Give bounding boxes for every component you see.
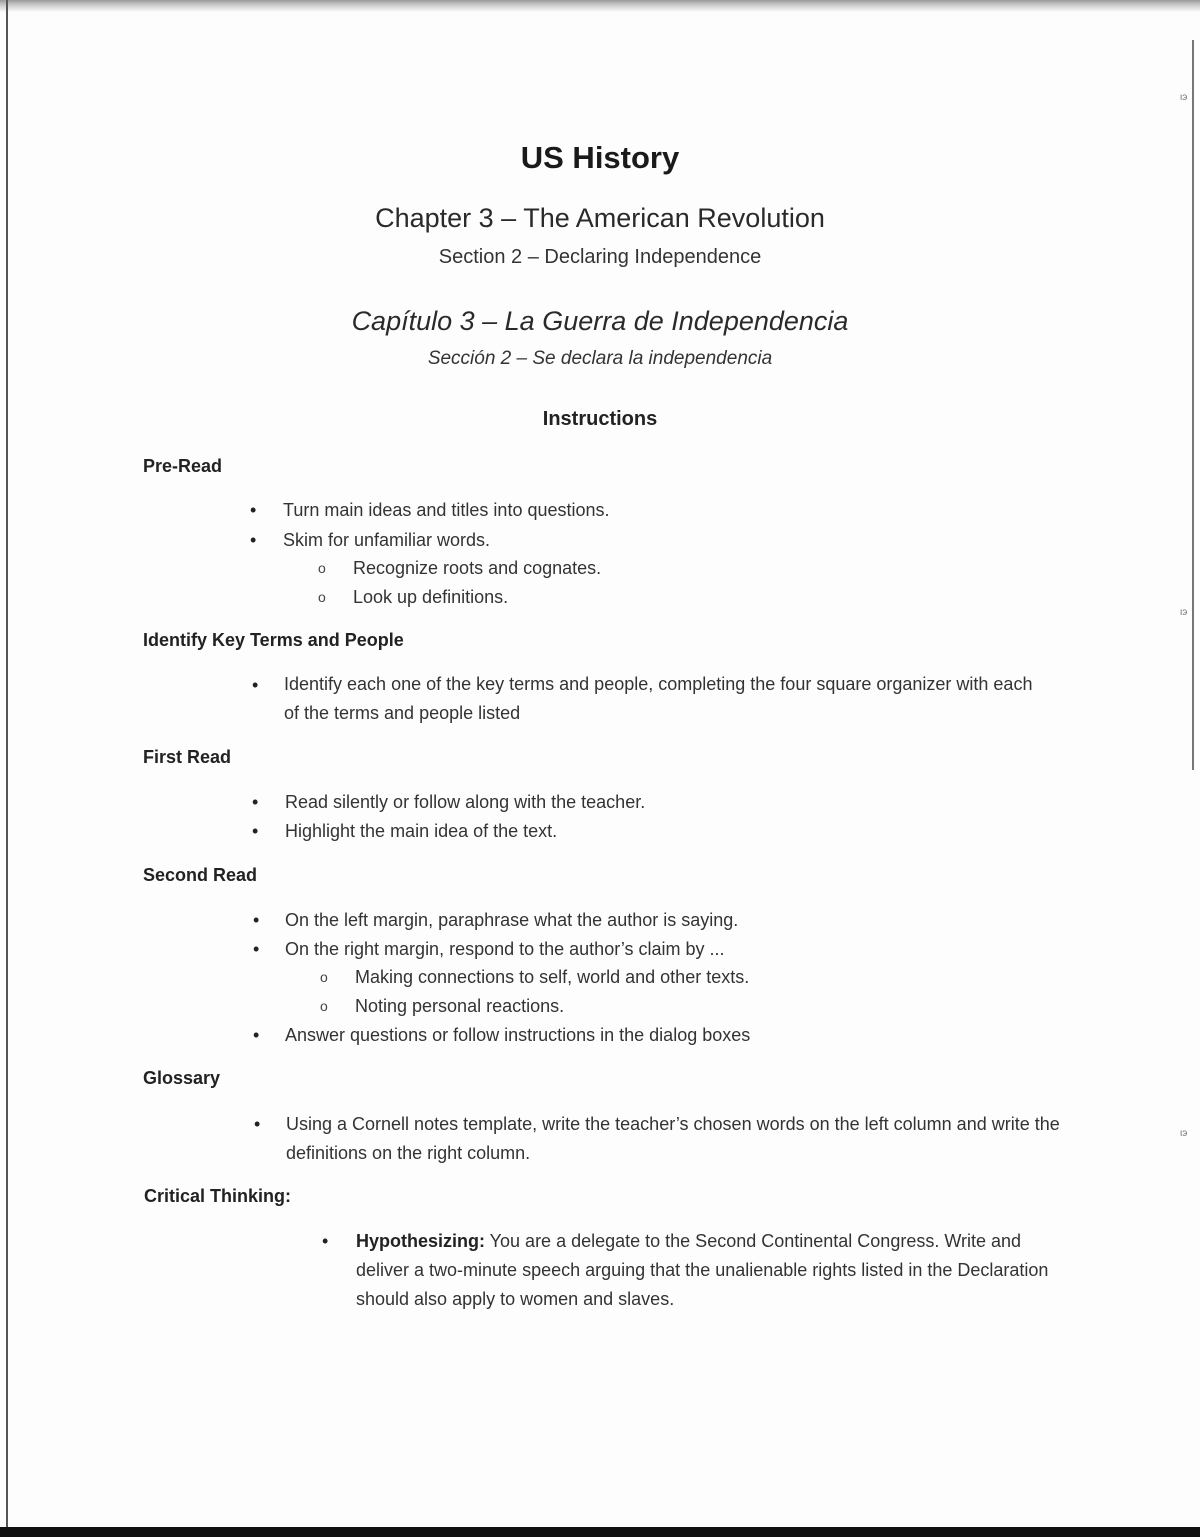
sub-bullet-icon: o <box>318 589 326 605</box>
sub-list-item: Making connections to self, world and other texts. <box>355 967 750 987</box>
bullet-icon: • <box>322 1231 329 1251</box>
list-item: Using a Cornell notes template, write the teacher’s chosen words on the left column and write the definitions on the right column. <box>286 1114 1060 1163</box>
sub-list-item: Recognize roots and cognates. <box>353 558 602 578</box>
bullet-icon: • <box>253 910 260 930</box>
list-item: Read silently or follow along with the teacher. <box>285 792 646 812</box>
list-item: On the right margin, respond to the author’s claim by ... <box>285 939 725 959</box>
scan-edge-bottom <box>0 1527 1200 1537</box>
bullet-icon: • <box>254 1114 261 1134</box>
sub-bullet-icon: o <box>318 560 326 576</box>
scan-shadow-top <box>0 0 1200 12</box>
sub-bullet-icon: o <box>320 998 328 1014</box>
sub-list-item: Noting personal reactions. <box>355 996 565 1016</box>
pre-read-heading: Pre-Read <box>143 456 223 476</box>
list-item: Answer questions or follow instructions in the dialog boxes <box>285 1025 751 1045</box>
list-item: Turn main ideas and titles into questions. <box>283 500 610 520</box>
bullet-icon: • <box>252 792 259 812</box>
key-terms-heading: Identify Key Terms and People <box>143 630 404 650</box>
second-read-heading: Second Read <box>143 865 258 885</box>
section-title-spanish: Sección 2 – Se declara la independencia <box>427 348 773 369</box>
list-item: Highlight the main idea of the text. <box>285 821 558 841</box>
bullet-icon: • <box>250 530 257 550</box>
first-read-heading: First Read <box>143 747 232 767</box>
section-title: Section 2 – Declaring Independence <box>438 246 762 268</box>
bullet-icon: • <box>250 500 257 520</box>
critical-thinking-heading: Critical Thinking: <box>144 1186 292 1206</box>
instructions-heading: Instructions <box>542 408 658 430</box>
bullet-icon: • <box>252 821 259 841</box>
margin-mark: ιэ <box>1180 1128 1188 1139</box>
sub-list-item: Look up definitions. <box>353 587 509 607</box>
sub-bullet-icon: o <box>320 969 328 985</box>
list-item: Skim for unfamiliar words. <box>283 530 491 550</box>
bullet-icon: • <box>253 939 260 959</box>
list-item: Identify each one of the key terms and people, completing the four square organizer with each of the terms and people listed <box>284 674 1033 723</box>
hypothesizing-text: You are a delegate to the Second Continental Congress. Write and deliver a two-minute speech arguing that the unalienable rights listed in the Declaration should also apply to women and slaves. <box>356 1231 1049 1309</box>
hypothesizing-label: Hypothesizing: <box>356 1231 485 1251</box>
margin-mark: ιэ <box>1180 92 1188 103</box>
bullet-icon: • <box>253 1025 260 1045</box>
critical-thinking-item <box>356 1227 1066 1314</box>
chapter-title: Chapter 3 – The American Revolution <box>375 203 825 233</box>
chapter-title-spanish: Capítulo 3 – La Guerra de Independencia <box>351 306 849 336</box>
bullet-icon: • <box>252 675 259 695</box>
page-title: US History <box>520 140 680 175</box>
list-item: On the left margin, paraphrase what the author is saying. <box>285 910 739 930</box>
glossary-heading: Glossary <box>143 1068 221 1088</box>
margin-mark: ιэ <box>1180 607 1188 618</box>
